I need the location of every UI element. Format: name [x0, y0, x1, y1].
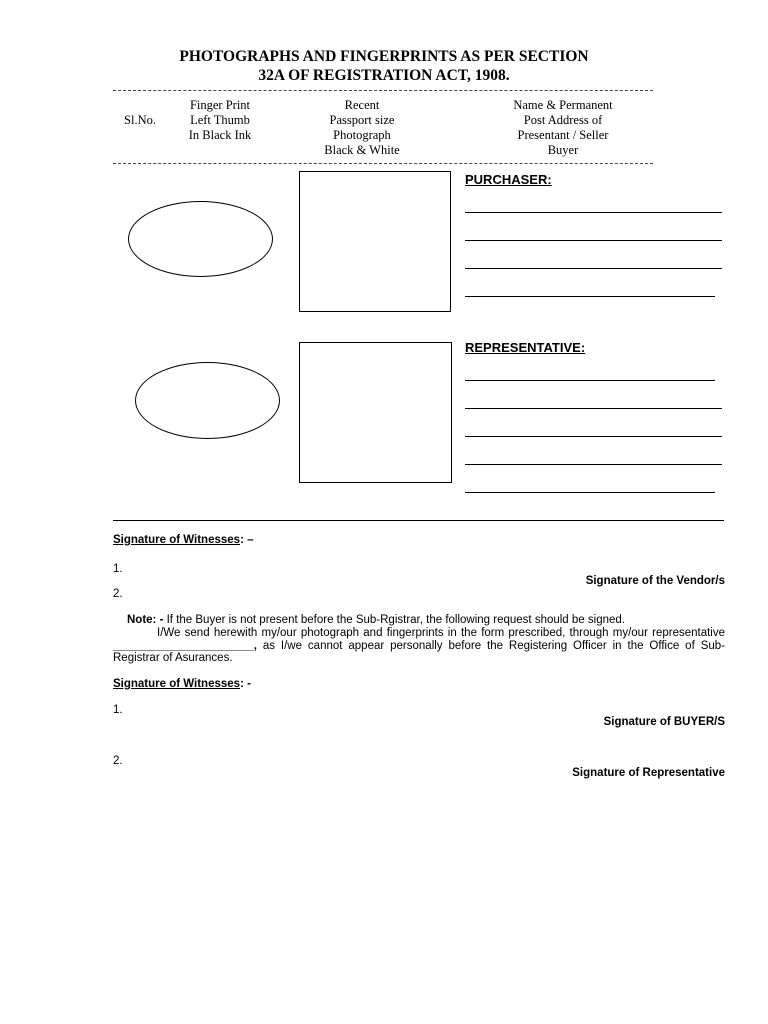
- document-title-line2: 32A OF REGISTRATION ACT, 1908.: [258, 67, 510, 84]
- representative-address-line[interactable]: [465, 436, 722, 437]
- note-paragraph-start: I/We send herewith my/our photograph and fingerprints in the form prescribed, through my/our representative: [157, 627, 725, 639]
- purchaser-address-line[interactable]: [465, 240, 722, 241]
- section-separator: [113, 520, 724, 521]
- purchaser-address-line[interactable]: [465, 212, 722, 213]
- column-header-finger-print: [160, 98, 280, 143]
- witness-item-2: 2.: [113, 755, 123, 767]
- representative-label: REPRESENTATIVE:: [465, 340, 586, 355]
- column-header-photograph: [292, 98, 432, 158]
- fingerprint-oval-representative: [135, 362, 280, 439]
- address-header-line: Presentant / Seller: [517, 128, 609, 142]
- witnesses-label: Signature of Witnesses: [113, 678, 241, 690]
- witness-item-2: 2.: [113, 588, 123, 600]
- dashed-divider-header-bottom: [113, 163, 653, 164]
- witnesses-heading-2: [113, 678, 251, 690]
- finger-header-line: In Black Ink: [188, 128, 252, 142]
- representative-address-line[interactable]: [465, 492, 715, 493]
- representative-address-line[interactable]: [465, 408, 722, 409]
- finger-header-line: Left Thumb: [190, 113, 250, 127]
- note-label: Note: -: [127, 614, 164, 626]
- photo-header-line: Recent: [344, 98, 380, 112]
- note-paragraph-end: as I/we cannot appear personally before the Registering Officer in the Office of Sub-Registrar of Asurances.: [113, 639, 725, 664]
- representative-name-blank[interactable]: ______________________,: [113, 639, 257, 652]
- witnesses-suffix: : -: [240, 678, 251, 690]
- representative-address-line[interactable]: [465, 380, 715, 381]
- witness-item-1: 1.: [113, 704, 123, 716]
- witnesses-suffix: : –: [240, 534, 254, 546]
- photo-header-line: Photograph: [333, 128, 391, 142]
- address-header-line: Name & Permanent: [513, 98, 613, 112]
- representative-signature-label: Signature of Representative: [572, 767, 725, 779]
- note-paragraph: [113, 627, 725, 665]
- fingerprint-oval-purchaser: [128, 201, 273, 277]
- document-title-line1: PHOTOGRAPHS AND FINGERPRINTS AS PER SECTION: [179, 48, 589, 65]
- photo-header-line: Black & White: [324, 143, 400, 157]
- note-line: [113, 614, 725, 627]
- vendor-signature-label: Signature of the Vendor/s: [585, 575, 725, 587]
- purchaser-address-line[interactable]: [465, 296, 715, 297]
- buyer-signature-label: Signature of BUYER/S: [603, 716, 725, 728]
- witnesses-label: Signature of Witnesses: [113, 534, 241, 546]
- purchaser-label: PURCHASER:: [465, 172, 552, 187]
- note-text: If the Buyer is not present before the Sub-Rgistrar, the following request should be signed.: [163, 614, 625, 626]
- address-header-line: Buyer: [547, 143, 579, 157]
- photo-header-line: Passport size: [329, 113, 395, 127]
- photo-box-purchaser: [299, 171, 451, 312]
- representative-address-line[interactable]: [465, 464, 722, 465]
- photo-box-representative: [299, 342, 452, 483]
- address-header-line: Post Address of: [523, 113, 603, 127]
- dashed-divider-top: [113, 90, 653, 91]
- finger-header-line: Finger Print: [189, 98, 251, 112]
- witnesses-heading-1: [113, 534, 253, 546]
- purchaser-address-line[interactable]: [465, 268, 722, 269]
- witness-item-1: 1.: [113, 563, 123, 575]
- column-header-slno: Sl.No.: [124, 113, 156, 127]
- column-header-name-address: [478, 98, 648, 158]
